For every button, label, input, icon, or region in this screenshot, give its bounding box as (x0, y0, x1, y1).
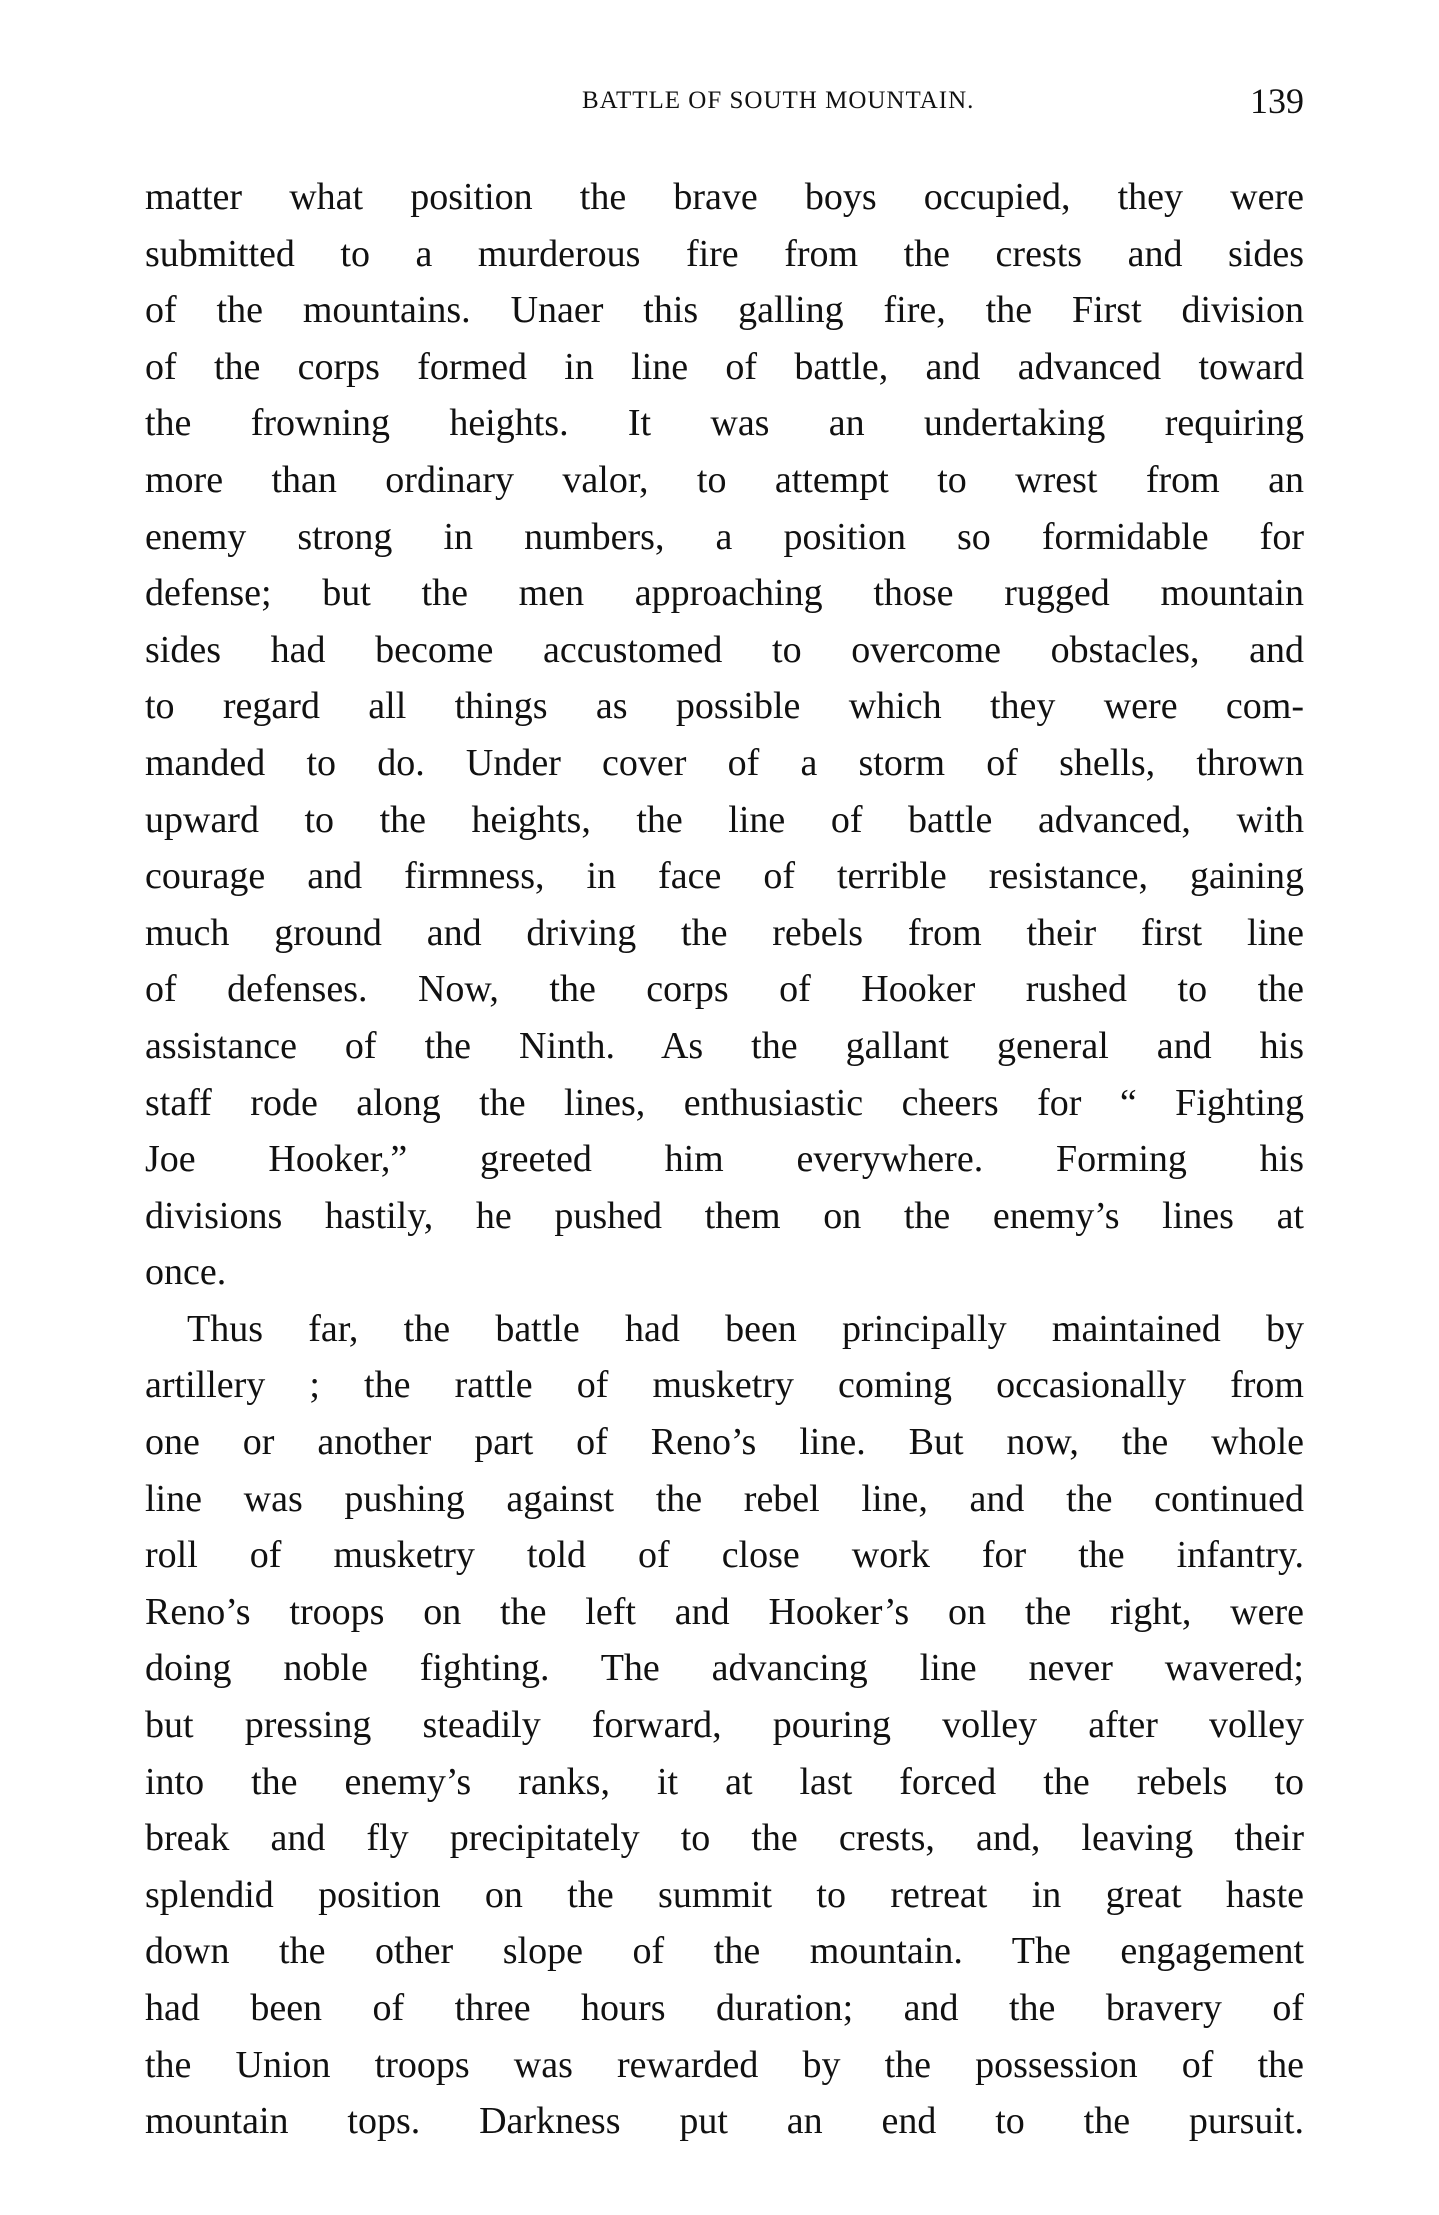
text-line: mountain tops. Darkness put an end to the pursuit. (145, 2100, 1304, 2143)
text-line: of the mountains. Unaer this galling fire, the First division (145, 289, 1304, 332)
text-line: staff rode along the lines, enthusiastic cheers for “ Fighting (145, 1081, 1304, 1124)
text-line: manded to do. Under cover of a storm of shells, thrown (145, 741, 1304, 784)
text-line: the frowning heights. It was an undertaking requiring (145, 402, 1304, 445)
paragraph (145, 1301, 1304, 2150)
text-line: submitted to a murderous fire from the crests and sides (145, 232, 1304, 275)
text-line: divisions hastily, he pushed them on the enemy’s lines at (145, 1194, 1304, 1237)
page-number: 139 (1250, 81, 1304, 121)
text-line: splendid position on the summit to retreat in great haste (145, 1873, 1304, 1916)
text-line: assistance of the Ninth. As the gallant general and his (145, 1024, 1304, 1067)
text-line: Joe Hooker,” greeted him everywhere. Forming his (145, 1138, 1304, 1181)
text-line: courage and firmness, in face of terrible resistance, gaining (145, 855, 1304, 898)
text-line: the Union troops was rewarded by the possession of the (145, 2043, 1304, 2086)
text-line: much ground and driving the rebels from their first line (145, 911, 1304, 954)
text-line: defense; but the men approaching those rugged mountain (145, 572, 1304, 615)
text-line: of defenses. Now, the corps of Hooker rushed to the (145, 968, 1304, 1011)
page-body (145, 169, 1304, 2150)
text-line: to regard all things as possible which they were com- (145, 685, 1304, 728)
text-line: line was pushing against the rebel line, and the continued (145, 1477, 1304, 1520)
text-line: down the other slope of the mountain. The engagement (145, 1930, 1304, 1973)
running-title: BATTLE OF SOUTH MOUNTAIN. (582, 87, 975, 114)
text-line: upward to the heights, the line of battle advanced, with (145, 798, 1304, 841)
text-line: once. (145, 1251, 227, 1294)
text-line: doing noble fighting. The advancing line never wavered; (145, 1647, 1304, 1690)
text-line: but pressing steadily forward, pouring volley after volley (145, 1704, 1304, 1747)
text-line: roll of musketry told of close work for the infantry. (145, 1534, 1304, 1577)
text-line: artillery ; the rattle of musketry coming occasionally from (145, 1364, 1304, 1407)
page-header (145, 78, 1304, 124)
text-line: Thus far, the battle had been principally maintained by (187, 1307, 1304, 1350)
text-line: more than ordinary valor, to attempt to wrest from an (145, 458, 1304, 501)
paragraph (145, 169, 1304, 1301)
text-line: matter what position the brave boys occupied, they were (145, 176, 1304, 218)
text-line: one or another part of Reno’s line. But now, the whole (145, 1421, 1304, 1464)
text-line: Reno’s troops on the left and Hooker’s on the right, were (145, 1590, 1304, 1633)
text-line: had been of three hours duration; and the bravery of (145, 1987, 1304, 2029)
text-line: enemy strong in numbers, a position so formidable for (145, 515, 1304, 558)
text-line: into the enemy’s ranks, it at last forced the rebels to (145, 1760, 1304, 1803)
text-line: of the corps formed in line of battle, and advanced toward (145, 345, 1304, 388)
text-line: sides had become accustomed to overcome obstacles, and (145, 628, 1304, 671)
text-line: break and fly precipitately to the crests, and, leaving their (145, 1817, 1304, 1860)
